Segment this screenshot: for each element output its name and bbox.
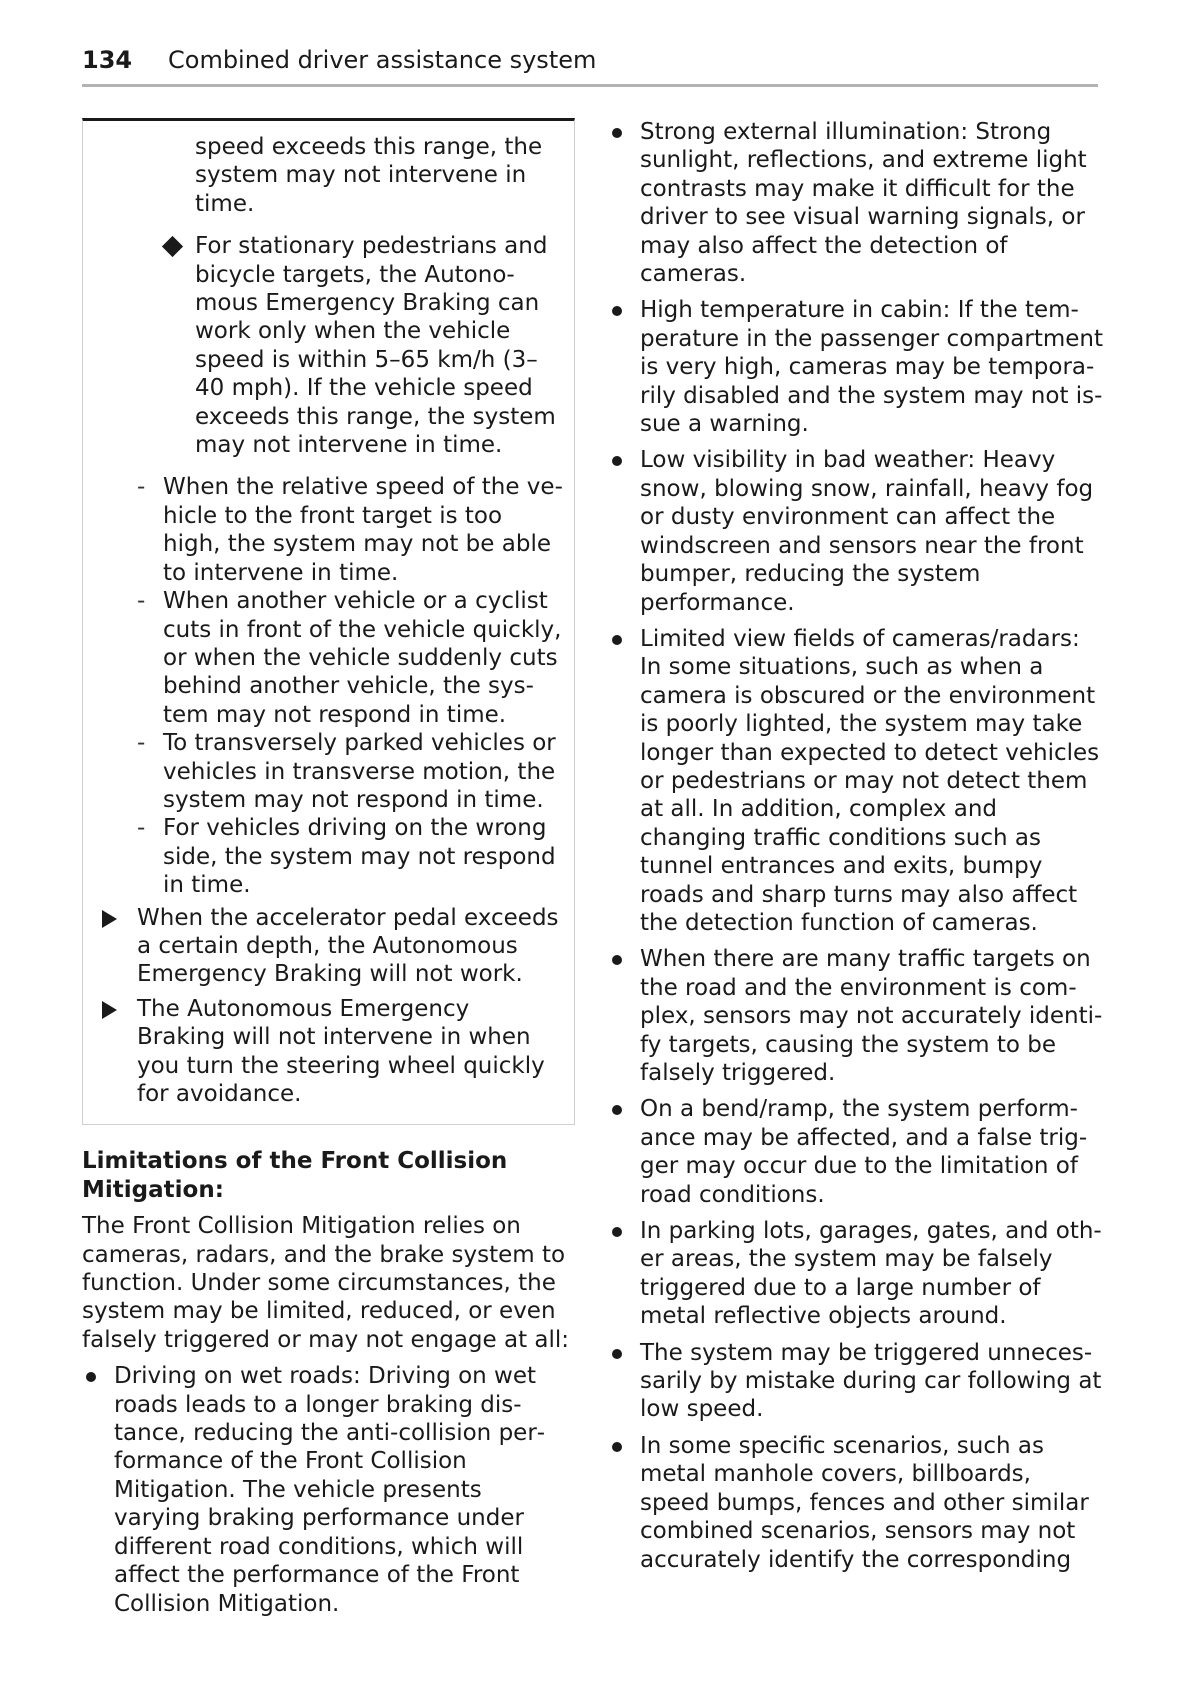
round-bullet-icon — [612, 456, 622, 466]
bullet-list-item — [608, 296, 1104, 438]
box-continuation-text: speed exceeds this range, the system may not intervene in time. — [195, 134, 543, 217]
bullet-item-text: In parking lots, garages, gates, and other areas, the system may be falsely triggered due to a large number of metal reflective objects around. — [640, 1218, 1102, 1330]
arrow-list-item — [83, 995, 564, 1109]
dash-list-item — [83, 729, 564, 814]
dash-item-text: When the relative speed of the vehicle to the front target is too high, the system may not be able to intervene in time. — [163, 474, 563, 586]
page-number: 134 — [82, 46, 133, 74]
bullet-item-text: Limited view fields of cameras/radars: In some situations, such as when a camera is obscured or the environment is poorly lighted, the system may take longer than expected to detect vehicles or pedestrians or may not detect them at all. In addition, complex and changing traffic conditions such as tunnel entrances and exits, bumpy roads and sharp turns may also affect the detection function of cameras. — [640, 625, 1100, 936]
dash-bullet-icon: - — [137, 588, 146, 615]
arrow-bullet-icon — [102, 910, 117, 928]
note-box — [82, 118, 575, 1125]
round-bullet-icon — [612, 306, 622, 316]
bullet-list-item — [608, 118, 1104, 288]
round-bullet-icon — [612, 1349, 622, 1359]
arrow-list-item — [83, 904, 564, 989]
bullet-list-item — [608, 1339, 1104, 1424]
dash-list-item — [83, 587, 564, 729]
round-bullet-icon — [612, 955, 622, 965]
bullet-item-text: Driving on wet roads: Driving on wet roads leads to a longer braking distance, reducing the anti-collision performance of the Front Collision Mitigation. The vehicle presents varying braking performance under different road conditions, which will affect the performance of the Front Collision Mitigation. — [114, 1363, 546, 1617]
round-bullet-icon — [612, 128, 622, 138]
dash-item-text: To transversely parked vehicles or vehicles in transverse motion, the system may not respond in time. — [163, 730, 556, 813]
page-header — [82, 44, 1098, 87]
bullet-list-item — [82, 1362, 575, 1618]
bullet-item-text: Strong external illumination: Strong sunlight, reflections, and extreme light contrasts may make it difficult for the driver to see visual warning signals, or may also affect the detection of cameras. — [640, 119, 1087, 288]
dash-bullet-icon: - — [137, 815, 146, 842]
dash-item-text: When another vehicle or a cyclist cuts in front of the vehicle quickly, or when the vehicle suddenly cuts behind another vehicle, the system may not respond in time. — [163, 588, 562, 728]
round-bullet-icon — [612, 1442, 622, 1452]
bullet-list-item — [608, 1217, 1104, 1331]
bullet-item-text: On a bend/ramp, the system performance may be affected, and a false trigger may occur due to the limitation of road conditions. — [640, 1096, 1088, 1208]
dash-bullet-icon: - — [137, 474, 146, 501]
dash-bullet-icon: - — [137, 730, 146, 757]
bullet-list-item — [608, 1095, 1104, 1209]
round-bullet-icon — [612, 635, 622, 645]
arrow-item-text: The Autonomous Emergency Braking will not intervene in when you turn the steering wheel quickly for avoidance. — [137, 995, 545, 1107]
chapter-title: Combined driver assistance system — [168, 46, 597, 74]
bullet-item-text: High temperature in cabin: If the temperature in the passenger compartment is very high, cameras may be temporarily disabled and the system may not issue a warning. — [640, 297, 1103, 438]
arrow-list — [83, 904, 564, 1109]
round-bullet-icon — [86, 1372, 96, 1382]
diamond-bullet-icon — [162, 236, 183, 257]
section-heading: Limitations of the Front Collision Mitigation: — [82, 1148, 508, 1203]
right-column — [608, 118, 1104, 1582]
dash-list-item — [83, 814, 564, 899]
arrow-bullet-icon — [102, 1001, 117, 1019]
bullet-item-text: The system may be triggered unnecessarily by mistake during car following at low speed. — [640, 1339, 1102, 1423]
arrow-item-text: When the accelerator pedal exceeds a certain depth, the Autonomous Emergency Braking will not work. — [137, 904, 559, 988]
dash-list-item — [83, 473, 564, 587]
bullet-list-item — [608, 945, 1104, 1087]
bullet-item-text: Low visibility in bad weather: Heavy snow, blowing snow, rainfall, heavy fog or dusty environment can affect the windscreen and sensors near the front bumper, reducing the system performance. — [640, 447, 1094, 616]
dash-list — [83, 473, 564, 899]
round-bullet-icon — [612, 1227, 622, 1237]
intro-paragraph: The Front Collision Mitigation relies on cameras, radars, and the brake system to function. Under some circumstances, the system may be limited, reduced, or even falsely triggered or may not engage at all: — [82, 1213, 570, 1353]
dash-item-text: For vehicles driving on the wrong side, the system may not respond in time. — [163, 815, 556, 899]
diamond-item-text: For stationary pedestrians and bicycle targets, the Autonomous Emergency Braking can work only when the vehicle speed is within 5–65 km/h (3–40 mph). If the vehicle speed exceeds this range, the system may not intervene in time. — [195, 233, 556, 459]
left-column — [82, 118, 575, 1626]
bullet-item-text: When there are many traffic targets on the road and the environment is complex, sensors may not accurately identify targets, causing the system to be falsely triggered. — [640, 946, 1103, 1086]
diamond-list-item — [83, 232, 564, 459]
bullet-list-item — [608, 446, 1104, 616]
bullet-list-item — [608, 625, 1104, 937]
bullet-list-item — [608, 1432, 1104, 1574]
bullet-item-text: In some specific scenarios, such as metal manhole covers, billboards, speed bumps, fences and other similar combined scenarios, sensors may not accurately identify the corresponding — [640, 1432, 1089, 1573]
round-bullet-icon — [612, 1105, 622, 1115]
